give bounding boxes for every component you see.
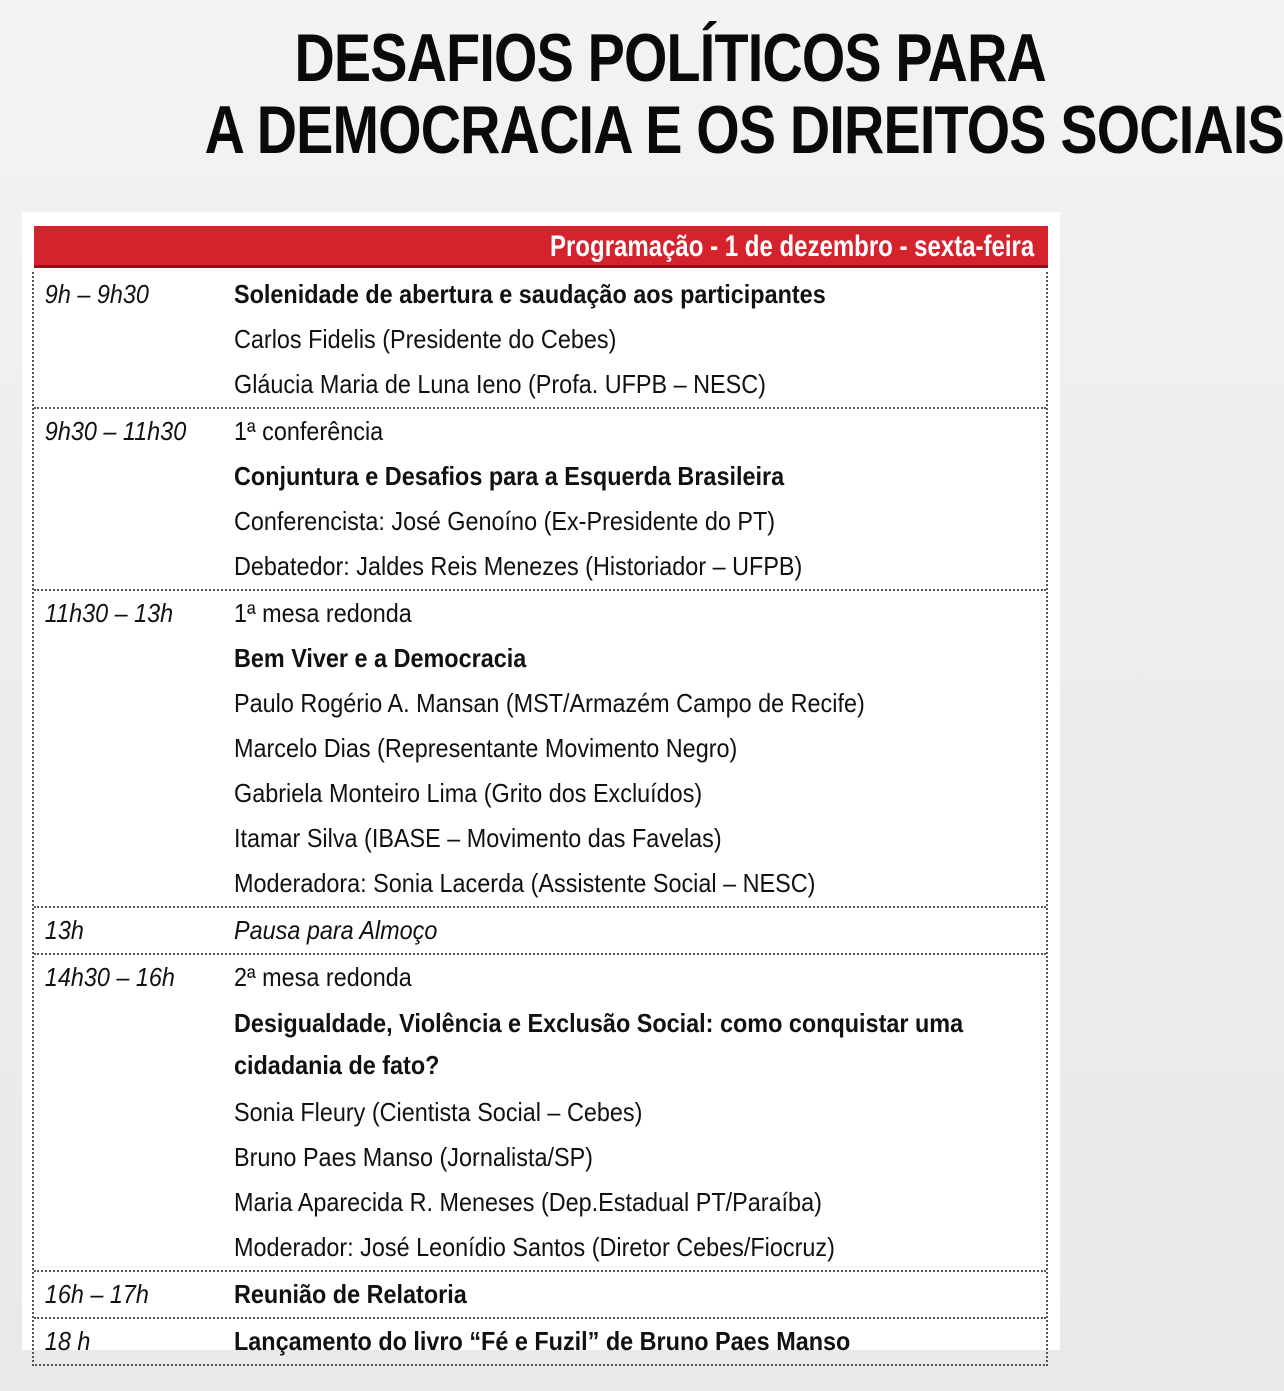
block-time: 18 h <box>44 1326 91 1356</box>
participant: Debatedor: Jaldes Reis Menezes (Historiador – UFPB) <box>234 551 803 581</box>
schedule-block <box>34 1319 1046 1364</box>
title-line-2: A DEMOCRACIA E OS DIREITOS SOCIAIS <box>204 92 1284 168</box>
page-title <box>20 20 1284 168</box>
schedule-header-text: Programação - 1 de dezembro - sexta-feira <box>549 230 1034 263</box>
participant: Moderadora: Sonia Lacerda (Assistente Social – NESC) <box>234 868 816 898</box>
block-time: 9h30 – 11h30 <box>44 416 187 446</box>
participant: Maria Aparecida R. Meneses (Dep.Estadual PT/Paraíba) <box>234 1187 822 1217</box>
participant: Bruno Paes Manso (Jornalista/SP) <box>234 1142 593 1172</box>
schedule-panel <box>22 212 1060 1356</box>
participant: Moderador: José Leonídio Santos (Diretor Cebes/Fiocruz) <box>234 1232 835 1262</box>
block-time: 16h – 17h <box>44 1279 149 1309</box>
block-time: 9h – 9h30 <box>44 279 149 309</box>
block-title: Reunião de Relatoria <box>234 1279 467 1309</box>
schedule-block <box>34 955 1046 1272</box>
block-type: 1ª mesa redonda <box>234 598 412 628</box>
block-time: 11h30 – 13h <box>44 598 174 628</box>
schedule-block <box>34 908 1046 955</box>
schedule-block <box>34 272 1046 409</box>
participant: Conferencista: José Genoíno (Ex-Presidente do PT) <box>234 506 776 536</box>
participant: Sonia Fleury (Cientista Social – Cebes) <box>234 1097 643 1127</box>
block-title: Lançamento do livro “Fé e Fuzil” de Bruno Paes Manso <box>234 1326 851 1356</box>
participant: Marcelo Dias (Representante Movimento Negro) <box>234 733 738 763</box>
schedule-block <box>34 591 1046 908</box>
title-line-1: DESAFIOS POLÍTICOS PARA <box>294 20 1046 96</box>
schedule-block <box>34 409 1046 591</box>
participant: Gláucia Maria de Luna Ieno (Profa. UFPB – NESC) <box>234 369 766 399</box>
block-title: Conjuntura e Desafios para a Esquerda Brasileira <box>234 461 785 491</box>
participant: Paulo Rogério A. Mansan (MST/Armazém Campo de Recife) <box>234 688 865 718</box>
block-time: 14h30 – 16h <box>44 962 175 992</box>
schedule-table <box>32 272 1048 1366</box>
block-time: 13h <box>44 915 84 945</box>
block-title: Solenidade de abertura e saudação aos participantes <box>234 279 826 309</box>
block-title: Pausa para Almoço <box>234 915 438 945</box>
participant: Carlos Fidelis (Presidente do Cebes) <box>234 324 617 354</box>
participant: Gabriela Monteiro Lima (Grito dos Excluídos) <box>234 778 703 808</box>
block-title: Desigualdade, Violência e Exclusão Social: como conquistar uma cidadania de fato? <box>234 1008 964 1080</box>
block-title: Bem Viver e a Democracia <box>234 643 527 673</box>
participant: Itamar Silva (IBASE – Movimento das Favelas) <box>234 823 722 853</box>
block-type: 1ª conferência <box>234 416 384 446</box>
schedule-header <box>34 226 1048 268</box>
block-type: 2ª mesa redonda <box>234 962 412 992</box>
schedule-block <box>34 1272 1046 1319</box>
